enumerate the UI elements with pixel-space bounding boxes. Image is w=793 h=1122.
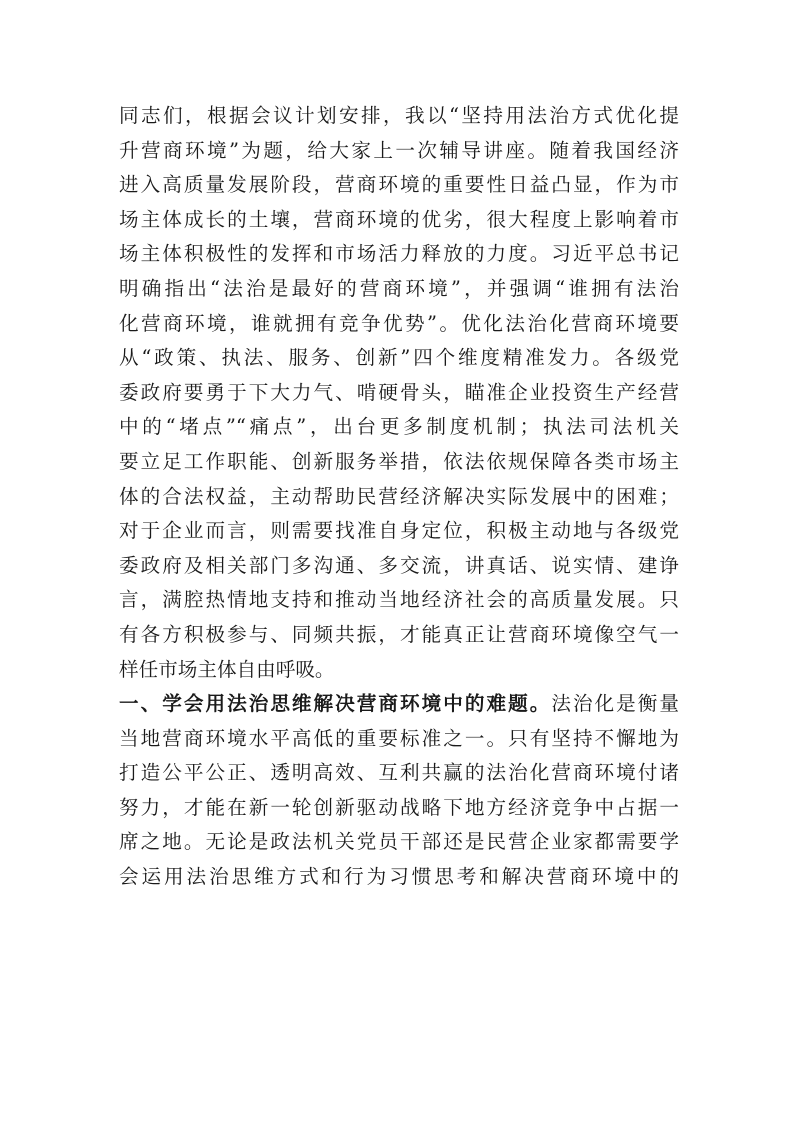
text-line: 当地营商环境水平高低的重要标准之一。只有坚持不懈地为	[119, 726, 679, 750]
text-line: 言，满腔热情地支持和推动当地经济社会的高质量发展。只	[119, 588, 679, 612]
text-line: 中的“堵点”“痛点”，出台更多制度机制；执法司法机关	[119, 415, 679, 439]
intro-paragraph	[119, 99, 679, 687]
text-line: 对于企业而言，则需要找准自身定位，积极主动地与各级党	[119, 519, 679, 543]
text-line: 委政府及相关部门多沟通、多交流，讲真话、说实情、建诤	[119, 553, 679, 577]
text-line: 会运用法治思维方式和行为习惯思考和解决营商环境中的	[119, 865, 679, 889]
text-line: 从“政策、执法、服务、创新”四个维度精准发力。各级党	[119, 346, 679, 370]
text-line: 进入高质量发展阶段，营商环境的重要性日益凸显，作为市	[119, 173, 679, 197]
text-line: 化营商环境，谁就拥有竞争优势”。优化法治化营商环境要	[119, 311, 679, 335]
text-line: 要立足工作职能、创新服务举措，依法依规保障各类市场主	[119, 449, 679, 473]
document-body	[119, 99, 679, 895]
text-line: 明确指出“法治是最好的营商环境”，并强调“谁拥有法治	[119, 276, 679, 300]
section-1-paragraph	[119, 687, 679, 895]
section-1-first-line	[119, 687, 679, 722]
text-line: 有各方积极参与、同频共振，才能真正让营商环境像空气一	[119, 622, 679, 646]
text-line: 场主体积极性的发挥和市场活力释放的力度。习近平总书记	[119, 242, 679, 266]
text-line: 委政府要勇于下大力气、啃硬骨头，瞄准企业投资生产经营	[119, 380, 679, 404]
text-line: 席之地。无论是政法机关党员干部还是民营企业家都需要学	[119, 830, 679, 854]
text-line: 样任市场主体自由呼吸。	[119, 657, 335, 681]
text-line: 努力，才能在新一轮创新驱动战略下地方经济竞争中占据一	[119, 795, 679, 819]
text-line: 打造公平公正、透明高效、互利共赢的法治化营商环境付诸	[119, 761, 679, 785]
text-line: 升营商环境”为题，给大家上一次辅导讲座。随着我国经济	[119, 138, 679, 162]
text-line: 场主体成长的土壤，营商环境的优劣，很大程度上影响着市	[119, 207, 679, 231]
section-1-lead-text: 法治化是衡量	[551, 692, 680, 716]
text-line: 体的合法权益，主动帮助民营经济解决实际发展中的困难；	[119, 484, 679, 508]
section-1-heading: 一、学会用法治思维解决营商环境中的难题。	[119, 692, 552, 716]
text-line: 同志们，根据会议计划安排，我以“坚持用法治方式优化提	[119, 104, 679, 127]
